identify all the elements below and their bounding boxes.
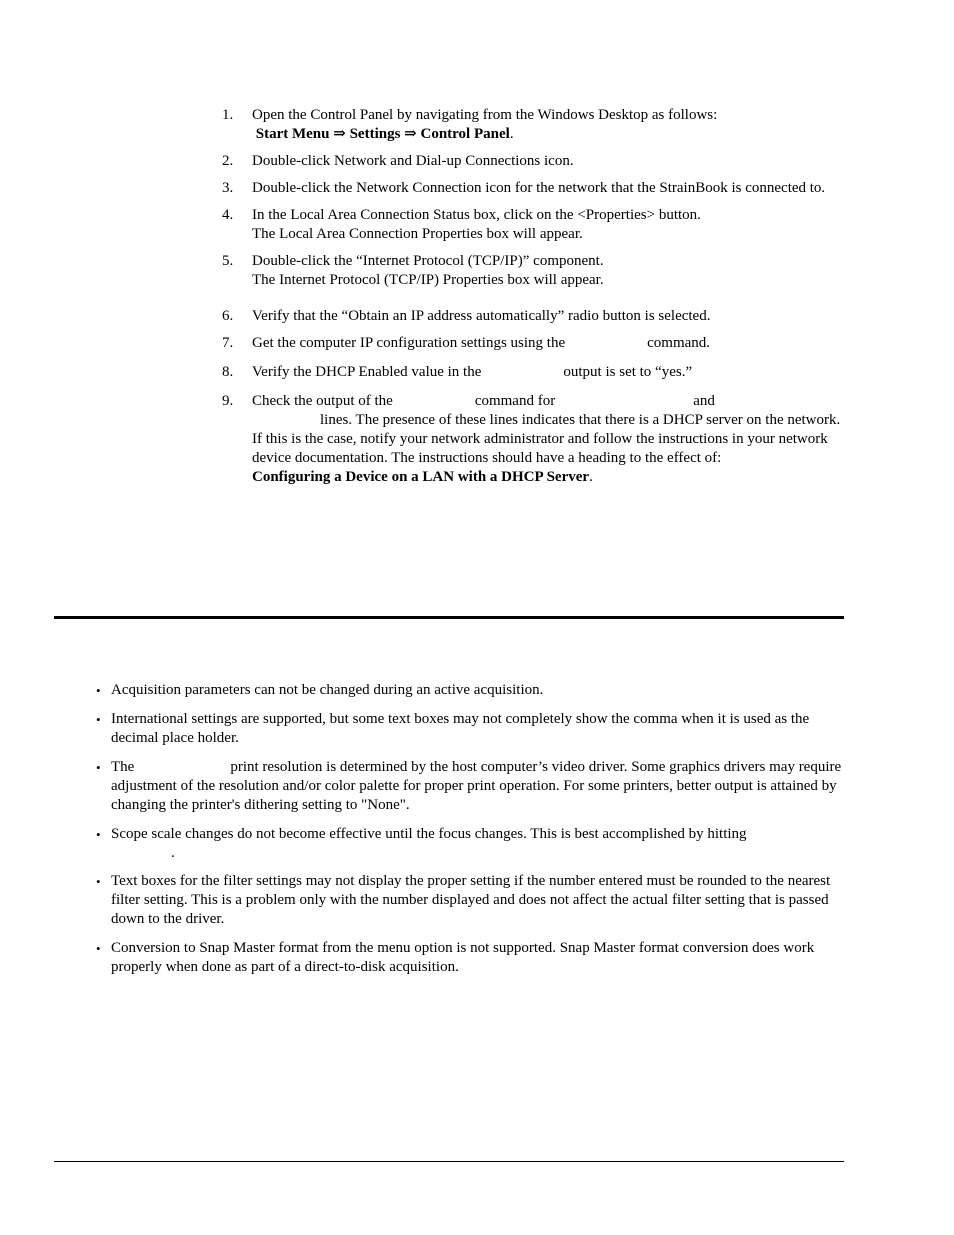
step-number: 2. xyxy=(222,153,234,169)
step-7 xyxy=(222,334,842,353)
bullet-icon: • xyxy=(96,683,101,698)
step-text: Verify the DHCP Enabled value in the xyxy=(252,364,482,380)
note-item xyxy=(96,710,844,748)
step-text: Double-click the Network Connection icon for the network that the StrainBook is connected to. xyxy=(252,180,826,196)
menu-path xyxy=(252,125,842,144)
note-text: Scope scale changes do not become effective until the focus changes. This is best accomplished by hitting xyxy=(111,826,747,842)
step-subtext: The Local Area Connection Properties box will appear. xyxy=(252,226,583,242)
step-text: Get the computer IP configuration settings using the xyxy=(252,335,566,351)
step-number: 7. xyxy=(222,335,234,351)
menu-path-start: Start Menu xyxy=(255,126,330,142)
step-9 xyxy=(222,392,842,487)
step-text: Double-click Network and Dial-up Connections icon. xyxy=(252,153,574,169)
step-8 xyxy=(222,363,842,382)
menu-path-control-panel: Control Panel xyxy=(420,126,510,142)
note-period: . xyxy=(171,845,175,861)
note-text-start: The xyxy=(111,759,135,775)
bullet-icon: • xyxy=(96,712,101,727)
arrow-glyph: ⇒ xyxy=(404,126,417,142)
bullet-icon: • xyxy=(96,760,101,775)
step-6 xyxy=(222,307,842,326)
bullet-icon: • xyxy=(96,827,101,842)
heading-period: . xyxy=(589,469,593,485)
step-number: 4. xyxy=(222,207,234,223)
step-text-end: output is set to “yes.” xyxy=(563,364,693,380)
section-divider xyxy=(54,616,844,619)
note-text: Acquisition parameters can not be changed during an active acquisition. xyxy=(111,682,544,698)
menu-path-settings: Settings xyxy=(349,126,401,142)
step-number: 9. xyxy=(222,393,234,409)
step-number: 1. xyxy=(222,107,234,123)
step-text-mid: command for xyxy=(474,393,556,409)
note-text: Conversion to Snap Master format from the menu option is not supported. Snap Master format conversion does work properly when done as part of a direct-to-disk acquisition. xyxy=(111,940,815,975)
note-text: print resolution is determined by the host computer’s video driver. Some graphics drivers may require adjustment of the resolution and/or color palette for proper print operation. For some printers, better output is attained by changing the printer's dithering setting to "None". xyxy=(111,759,842,813)
step-number: 6. xyxy=(222,308,234,324)
note-item xyxy=(96,939,844,977)
step-number: 8. xyxy=(222,364,234,380)
step-5 xyxy=(222,252,842,290)
note-text: Text boxes for the filter settings may not display the proper setting if the number entered must be rounded to the nearest filter setting. This is a problem only with the number displayed and does not affect the actual filter setting that is passed down to the driver. xyxy=(111,873,831,927)
footer-rule xyxy=(54,1161,844,1162)
step-subtext: The Internet Protocol (TCP/IP) Properties box will appear. xyxy=(252,272,604,288)
step-text: Check the output of the xyxy=(252,393,393,409)
note-item xyxy=(96,681,844,700)
note-item xyxy=(96,872,844,929)
procedure-steps xyxy=(222,106,842,495)
bullet-icon: • xyxy=(96,941,101,956)
step-text: In the Local Area Connection Status box, click on the <Properties> button. xyxy=(252,207,701,223)
step-text-and: and xyxy=(693,393,715,409)
step-text-body: lines. The presence of these lines indicates that there is a DHCP server on the network. If this is the case, notify your network administrator and follow the instructions in your network device documentation. The instructions should have a heading to the effect of: xyxy=(252,412,841,466)
step-2 xyxy=(222,152,842,171)
note-text: International settings are supported, but some text boxes may not completely show the comma when it is used as the decimal place holder. xyxy=(111,711,810,746)
step-text: Verify that the “Obtain an IP address automatically” radio button is selected. xyxy=(252,308,711,324)
step-number: 5. xyxy=(222,253,234,269)
note-item xyxy=(96,825,844,863)
notes-list xyxy=(96,681,844,987)
step-4 xyxy=(222,206,842,244)
step-text: Open the Control Panel by navigating from the Windows Desktop as follows: xyxy=(252,107,718,123)
step-3 xyxy=(222,179,842,198)
bullet-icon: • xyxy=(96,874,101,889)
step-text-end: command. xyxy=(647,335,711,351)
heading-reference: Configuring a Device on a LAN with a DHCP Server xyxy=(252,469,590,485)
menu-path-period: . xyxy=(509,126,514,142)
step-number: 3. xyxy=(222,180,234,196)
step-text: Double-click the “Internet Protocol (TCP/IP)” component. xyxy=(252,253,604,269)
arrow-glyph: ⇒ xyxy=(333,126,346,142)
step-1 xyxy=(222,106,842,144)
note-item xyxy=(96,758,844,815)
